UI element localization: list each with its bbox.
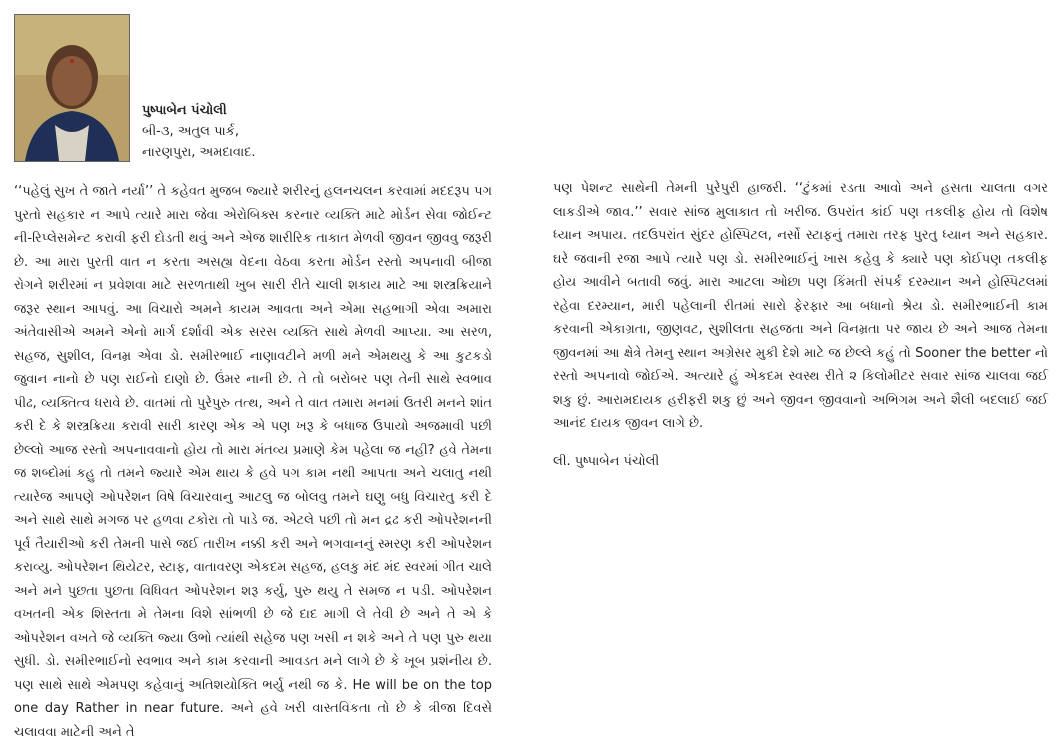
article-signature: લી. પુષ્પાબેન પંચોલી — [553, 453, 660, 469]
article-left-column — [14, 180, 492, 744]
author-photo — [14, 14, 130, 162]
author-address-line1: બી-૩, અતુલ પાર્ક, — [142, 124, 239, 139]
author-info — [142, 100, 256, 163]
author-address-line2: નારણપુરા, અમદાવાદ. — [142, 145, 256, 160]
article-left-paragraph: ‘‘પહેલું સુખ તે જાતે નર્યા’’ તે કહેવત મુજબ જ્યારે શરીરનું હલનચલન કરવામાં મદદરૂપ પગ પુરતો સહકાર ન આપે ત્યારે મારા જેવા એરોબિક્સ કરનાર વ્યક્તિ માટે મોર્ડન સેવા જોઈન્ટ ની-રિપ્લેસમેન્ટ કરાવી ફરી દોડતી થવું અને એજ શારીરિક તાકાત મેળવી જીવન જીવવુ જરૂરી છે. આ મારા પુરતી વાત ન કરતા અસહ્ય વેદના વેઠવા કરતા મોર્ડન રસ્તો અપનાવી બીજા રોગને શરીરમાં ન પ્રવેશવા માટે સરળતાથી ખુબ સારી રીતે ચાલી શકાય માટે આ શસ્ત્રક્રિયાને જરૂર સ્થાન આપવું. આ વિચારો અમને કાયમ આવતા અને એમા સહભાગી એવા અમારા અંતેવાસીએ અમને એનો માર્ગ દર્શાવી એક સરસ વ્યક્તિ સાથે મેળવી આપ્યા. આ સરળ, સહજ, સુશીલ, વિનમ્ર એવા ડો. સમીરભાઈ નાણાવટીને મળી મને એમથયુ કે આ કુટકડો જુવાન નાનો છે પણ રાઈનો દાણો છે. ઉંમર નાની છે. તે તો બરોબર પણ તેની સાથે સ્વભાવ પીઢ, વ્યક્તિત્વ ધરાવે છે. વાતમાં તો પુરેપુરુ તત્થ, અને તે વાત તમારા મનમાં ઉતરી મનને શાંત કરી દે કે શસ્ત્રક્રિયા કરાવી સારી કારણ એક એ પણ ખરૂ કે બધાજ ઉપાયો અજમાવી પછી છેલ્લો આજ રસ્તો અપનાવવાનો હોય તો મારા મંતવ્ય પ્રમાણે કેમ પહેલા જ નહી? હવે તેમના જ શબ્દોમાં કહુ તો તમને જ્યારે એમ થાય કે હવે પગ કામ નથી આપતા અને ચલાતુ નથી ત્યારેજ આપણે ઓપરેશન વિષે વિચારવાનુ આટલુ જ બોલવુ તમને ઘણુ બધુ વિચારતુ કરી દે અને સાથે સાથે મગજ પર હળવા ટકોરા તો પાડે જ. એટલે પછી તો મન દ્રઢ કરી ઓપરેશનની પૂર્વ તૈયારીઓ કરી તેમની પાસે જઈ તારીખ નક્કી કરી અને ભગવાનનું સ્મરણ કરી ઓપરેશન કરાવ્યુ. ઓપરેશન થિયેટર, સ્ટાફ, વાતાવરણ એકદમ સહજ, હલકુ મંદ મંદ સ્વરમાં ગીત ચાલે અને મને પુછતા પુછતા વિધિવત ઓપરેશન શરૂ કર્યુ, પુરુ થયુ તે સમજ ન પડી. ઓપરેશન વખતની એક શિસ્તતા મે તેમના વિશે સાંભળી છે જે દાદ માગી લે તેવી છે અને તે એ કે ઓપરેશન વખતે જે વ્યક્તિ જ્યા ઉભો ત્યાંથી સહેજ પણ ખસી ન શકે અને તે પણ પુરુ થયા સુધી. ડો. સમીરભાઈનો સ્વભાવ અને કામ કરવાની આવડત મને લાગે છે કે ખૂબ પ્રશંનીય છે. પણ સાથે સાથે એમપણ કહેવાનું અતિશયોક્તિ ભર્યુ નથી જ કે. He will be on the top one day Rather in near future. અને હવે ખરી વાસ્તવિકતા તો છે કે ત્રીજા દિવસે ચલાવવા માટેની અને તે — [14, 184, 492, 740]
author-name: પુષ્પાબેન પંચોલી — [142, 103, 227, 118]
article-right-column — [553, 177, 1048, 473]
article-right-paragraph: પણ પેશન્ટ સાથેની તેમની પુરેપુરી હાજરી. ‘‘ટુંકમાં રડતા આવો અને હસતા ચાલતા વગર લાકડીએ જાવ.’’ સવાર સાંજ મુલાકાત તો ખરીજ. ઉપરાંત કાંઈ પણ તકલીફ હોય તો વિશેષ ધ્યાન અપાય. તદઉપરાંત સુંદર હોસ્પિટલ, નર્સો સ્ટાફનું તમારા તરફ પુરતુ ધ્યાન અને સહકાર. ઘરે જવાની રજા આપે ત્યારે પણ ડો. સમીરભાઈનું ખાસ કહેવુ કે ક્યારે પણ કોઈપણ તકલીફ હોય આવીને બતાવી જવું. મારા આટલા ઓછા પણ કિંમતી સંપર્ક દરમ્યાન અને હોસ્પિટલમાં રહેવા દરમ્યાન, મારી પહેલાની રીતમાં સારો ફેરફાર આ બધાનો શ્રેય ડો. સમીરભાઈની કામ કરવાની એકાગ્રતા, જીણવટ, સુશીલતા સહજતા અને વિનમ્રતા પર જાય છે અને આજ તેમના જીવનમાં આ ક્ષેત્રે તેમનુ સ્થાન અગ્રેસર મુકી દેશે માટે જ છેલ્લે કહું તો Sooner the better નો રસ્તો અપનાવો જોઈએ. અત્યારે હું એકદમ સ્વસ્થ રીતે ૨ કિલોમીટર સવાર સાંજ ચાલવા જઈ શકુ છું. આરામદાયક હરીફરી શકુ છું અને જીવન જીવવાનો અભિગમ અને શૈલી બદલાઈ જઈ આનંદ દાયક જીવન લાગે છે. — [553, 181, 1048, 431]
author-portrait-image — [15, 15, 129, 161]
